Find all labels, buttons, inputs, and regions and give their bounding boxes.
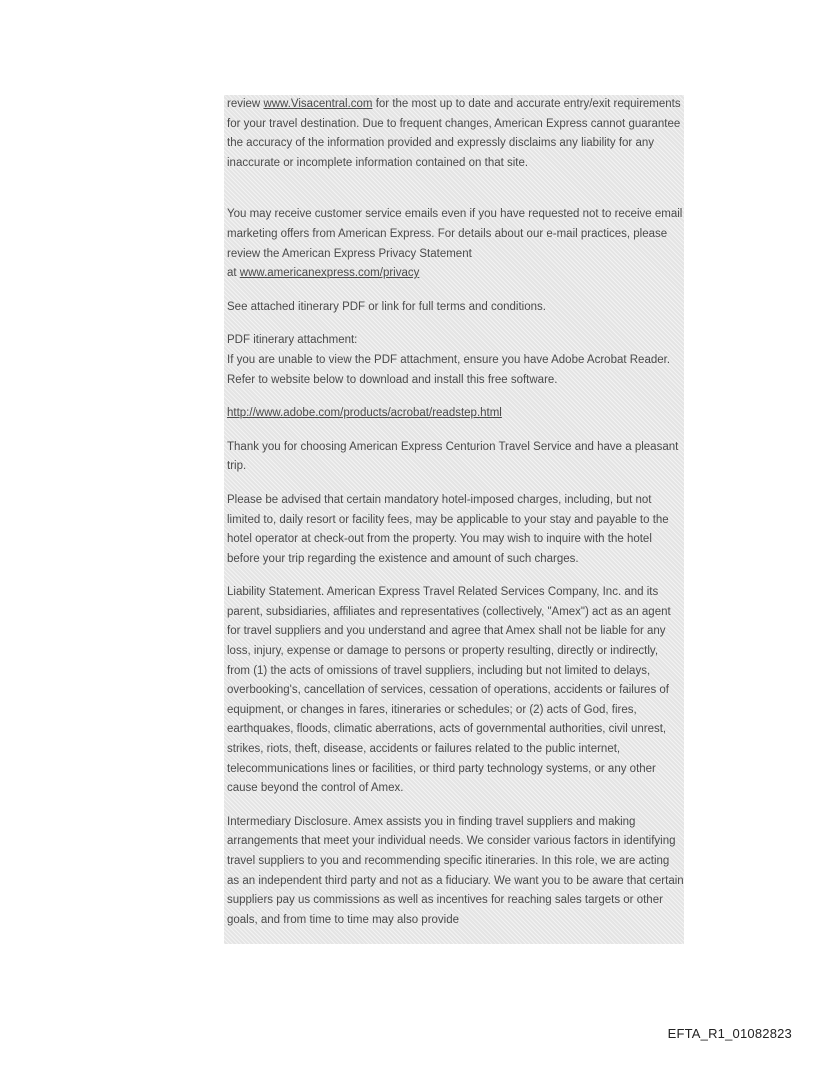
- privacy-link[interactable]: www.americanexpress.com/privacy: [239, 267, 420, 280]
- intermediary-disclosure-paragraph: Intermediary Disclosure. Amex assists you in finding travel suppliers and making arrangements that meet your individual needs. We consider various factors in identifying travel suppliers to you and recommending specific itineraries. In this role, we are acting as an independent third party and not as a fiduciary. We want you to be aware that certain suppliers pay us commissions as well as incentives for reaching sales targets or other goals, and from time to time may also provide: [227, 815, 684, 926]
- privacy-paragraph: You may receive customer service emails even if you have requested not to receive email marketing offers from American Express. For details about our e-mail practices, please review the American Express Privacy Statement at www.americanexpress.com/privacy: [227, 208, 683, 280]
- thank-you-paragraph: Thank you for choosing American Express Centurion Travel Service and have a pleasant trip.: [227, 440, 679, 473]
- adobe-download-link[interactable]: http://www.adobe.com/products/acrobat/readstep.html: [227, 407, 502, 420]
- adobe-link-paragraph: [227, 404, 684, 424]
- document-id-code: EFTA_R1_01082823: [667, 1026, 792, 1041]
- hotel-charges-paragraph: Please be advised that certain mandatory hotel-imposed charges, including, but not limited to, daily resort or facility fees, may be applicable to your stay and payable to the hotel operator at check-out from the property. You may wish to inquire with the hotel before your trip regarding the existence and amount of such charges.: [227, 493, 669, 565]
- pdf-attachment-paragraph: PDF itinerary attachment: If you are unable to view the PDF attachment, ensure you have Adobe Acrobat Reader. Refer to website below to download and install this free software.: [227, 334, 671, 386]
- terms-paragraph: See attached itinerary PDF or link for full terms and conditions.: [227, 300, 546, 313]
- liability-statement-paragraph: Liability Statement. American Express Travel Related Services Company, Inc. and its parent, subsidiaries, affiliates and representatives (collectively, "Amex") act as an agent for travel suppliers and you understand and agree that Amex shall not be liable for any loss, injury, expense or damage to persons or property resulting, directly or indirectly, from (1) the acts of omissions of travel suppliers, including but not limited to delays, overbooking's, cancellation of services, cessation of operations, accidents or failures of equipment, or changes in fares, itineraries or schedules; or (2) acts of God, fires, earthquakes, floods, climatic aberrations, acts of governmental authorities, civil unrest, strikes, riots, theft, disease, accidents or failures related to the public internet, telecommunications lines or facilities, or third party technology systems, or any other cause beyond the control of Amex.: [227, 586, 671, 795]
- pdf-attachment-heading: PDF itinerary attachment:: [227, 334, 358, 347]
- document-body: [224, 95, 684, 944]
- visacentral-paragraph: review www.Visacentral.com for the most up to date and accurate entry/exit requirements for your travel destination. Due to frequent changes, American Express cannot guarantee the accuracy of the information provided and expressly disclaims any liability for any inaccurate or incomplete information contained on that site.: [227, 98, 681, 169]
- visacentral-link[interactable]: www.Visacentral.com: [263, 98, 373, 110]
